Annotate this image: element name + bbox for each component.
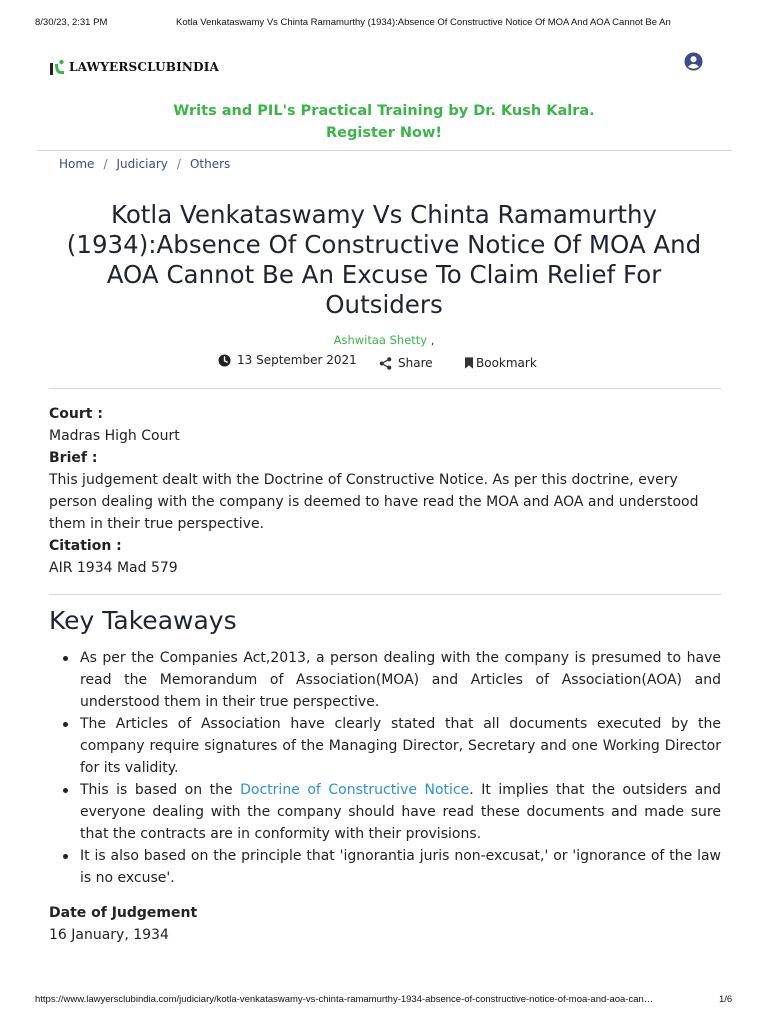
details-divider [49, 594, 721, 595]
article-author [0, 333, 768, 347]
share-icon [379, 357, 392, 370]
logo-text: LAWYERSCLUBINDIA [69, 60, 220, 74]
bookmark-icon [465, 357, 473, 369]
list-item: It is also based on the principle that 'ignorantia juris non-excusat,' or 'ignorance of the law is no excuse'. [49, 845, 721, 889]
share-button[interactable] [379, 356, 433, 370]
breadcrumb-others[interactable]: Others [189, 157, 231, 171]
author-link[interactable]: Ashwitaa Shetty [333, 333, 428, 347]
clock-icon [218, 354, 231, 367]
site-logo[interactable] [49, 58, 219, 76]
promo-banner [0, 100, 768, 144]
header-divider [37, 150, 732, 151]
print-footer [0, 994, 768, 1008]
meta-divider [49, 388, 721, 389]
list-item [49, 779, 721, 845]
list-item-text: . It implies that the outsiders and everyone dealing with the company should have read these documents and made sure that the contracts are in conformity with their provisions. [80, 782, 722, 842]
print-header [0, 17, 768, 31]
court-label: Court : [49, 406, 103, 422]
brief-label: Brief : [49, 450, 98, 466]
article-date-text: 13 September 2021 [237, 353, 357, 367]
user-circle-icon[interactable] [684, 52, 703, 71]
citation-value: AIR 1934 Mad 579 [49, 560, 178, 576]
breadcrumb-separator: / [176, 157, 181, 171]
case-details [49, 403, 721, 579]
key-takeaways-list [49, 647, 721, 889]
promo-training-link[interactable]: Writs and PIL's Practical Training by Dr. Kush Kalra. [173, 103, 595, 119]
breadcrumb-home[interactable]: Home [59, 157, 95, 171]
print-page-number: 1/6 [719, 994, 733, 1005]
doctrine-link[interactable]: Doctrine of Constructive Notice [240, 782, 470, 798]
promo-register-link[interactable]: Register Now! [325, 125, 443, 141]
site-header [0, 52, 768, 82]
judgement-section [49, 902, 721, 946]
print-url: https://www.lawyersclubindia.com/judiciary/kotla-venkataswamy-vs-chinta-ramamurthy-1934-absence-of-constructive-notice-of-moa-and-aoa-can… [35, 994, 654, 1005]
article-title: Kotla Venkataswamy Vs Chinta Ramamurthy (1934):Absence Of Constructive Notice Of MOA And AOA Cannot Be An Excuse To Claim Relief For Outsiders [66, 200, 702, 319]
bookmark-button[interactable] [465, 356, 537, 370]
article-date [218, 353, 357, 367]
list-item: The Articles of Association have clearly stated that all documents executed by the company require signatures of the Managing Director, Secretary and one Working Director for its validity. [49, 713, 721, 779]
citation-label: Citation : [49, 538, 122, 554]
breadcrumb [59, 157, 230, 171]
judgement-value: 16 January, 1934 [49, 927, 169, 943]
key-takeaways-heading: Key Takeaways [49, 606, 237, 635]
court-value: Madras High Court [49, 428, 180, 444]
article-meta [0, 353, 768, 373]
author-suffix: , [427, 333, 435, 347]
bookmark-label: Bookmark [476, 356, 537, 370]
lci-logo-icon [49, 58, 66, 76]
list-item: As per the Companies Act,2013, a person dealing with the company is presumed to have read the Memorandum of Association(MOA) and Articles of Association(AOA) and understood them in their true perspective. [49, 647, 721, 713]
breadcrumb-judiciary[interactable]: Judiciary [116, 157, 168, 171]
print-page-title: Kotla Venkataswamy Vs Chinta Ramamurthy (1934):Absence Of Constructive Notice Of MOA And AOA Cannot Be An [176, 17, 671, 28]
list-item-text: This is based on the [80, 782, 241, 798]
brief-value: This judgement dealt with the Doctrine of Constructive Notice. As per this doctrine, every person dealing with the company is deemed to have read the MOA and AOA and understood them in their true perspective. [49, 472, 699, 532]
print-timestamp: 8/30/23, 2:31 PM [35, 17, 108, 28]
judgement-label: Date of Judgement [49, 905, 198, 921]
breadcrumb-separator: / [103, 157, 108, 171]
share-label: Share [398, 356, 433, 370]
